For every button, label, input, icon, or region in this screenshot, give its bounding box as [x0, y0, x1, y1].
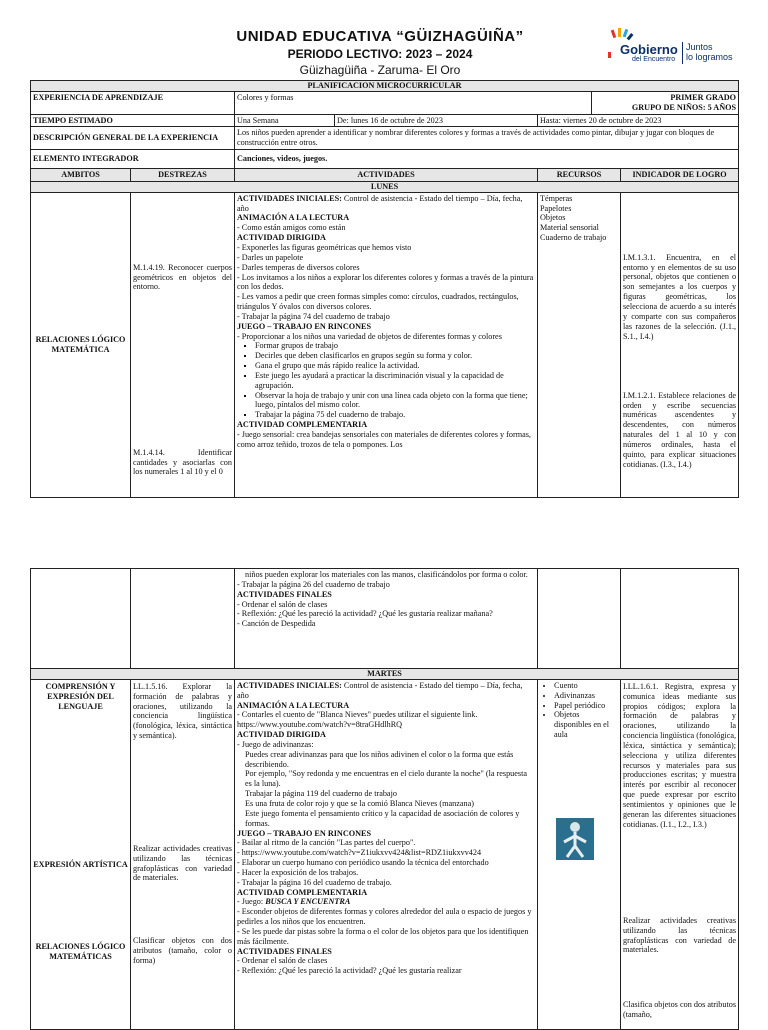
element-value: Canciones, videos, juegos. [235, 150, 739, 169]
lunes-actividades [235, 192, 538, 497]
list-item: - Proporcionar a los niños una variedad de objetos de diferentes formas y colores [237, 332, 535, 342]
martes-actividades [235, 679, 538, 1029]
lunes-juego-list [237, 341, 535, 420]
list-item: - Trabajar la página 74 del cuaderno de trabajo [237, 312, 535, 322]
lunes-dirigida-label: ACTIVIDAD DIRIGIDA [237, 233, 326, 243]
list-item: - Exponerles las figuras geométricas que hemos visto [237, 243, 535, 253]
document-page-2 [0, 568, 768, 1024]
martes-dirigida-list [237, 740, 535, 750]
list-item: ▪ Gana el grupo que más rápido realice la actividad. [255, 361, 535, 371]
cont-indicador [621, 569, 739, 669]
description-label: DESCRIPCIÓN GENERAL DE LA EXPERIENCIA [31, 127, 235, 150]
school-name: UNIDAD EDUCATIVA “GÜIZHAGÜIÑA” [236, 28, 524, 45]
planning-table-continued [30, 568, 739, 1030]
list-item: - Los invitamos a los niños a explorar los diferentes colores y formas a través de la pintura con los dedos. [237, 273, 535, 293]
martes-ambito-3: RELACIONES LÓGICO MATEMÁTICAS [35, 941, 126, 961]
martes-indicador-2: Realizar actividades creativas utilizando las técnicas grafoplásticas con variedad de materiales. [623, 915, 737, 955]
list-item: - https://www.youtube.com/watch?v=Z1iukxvv424&list=RDZ1iukxvv424 [237, 848, 535, 858]
martes-ambito-2: EXPRESIÓN ARTÍSTICA [33, 859, 128, 869]
martes-destrezas [131, 679, 235, 1029]
list-item: - Trabajar la página 16 del cuaderno de trabajo. [237, 878, 535, 888]
list-item: - Hacer la exposición de los trabajos. [237, 868, 535, 878]
cont-destreza [131, 569, 235, 669]
list-item: - Ordenar el salón de clases [237, 956, 535, 966]
recurso-item: Objetos [540, 213, 566, 223]
list-item: - Como están amigos como están [237, 223, 535, 233]
lunes-destreza-2: M.1.4.14. Identificar cantidades y asociarlas con los numerales 1 al 10 y el 0 [133, 447, 232, 477]
day-martes: MARTES [31, 669, 739, 680]
text-line: Este juego fomenta el pensamiento crítico y la capacidad de asociación de colores y formas. [245, 808, 520, 828]
martes-anim-label: ANIMACIÓN A LA LECTURA [237, 700, 350, 710]
list-item: - Juego de adivinanzas: [237, 740, 535, 750]
list-item: - Bailar al ritmo de la canción "Las partes del cuerpo". [237, 838, 535, 848]
table-title: PLANIFICACION MICROCURRICULAR [31, 81, 739, 92]
list-item: - Canción de Despedida [237, 619, 535, 629]
time-label: TIEMPO ESTIMADO [31, 114, 235, 127]
recurso-item: Témperas [540, 193, 573, 203]
lunes-indicador-1: I.M.1.3.1. Encuentra, en el entorno y en elementos de su uso personal, objetos que contienen o son semejantes a los cuerpos y figuras geométricas, los selecciona de acuerdo a su interés y comparte con sus compañeros las razones de la selección. (J.1., S.1., I.4.) [623, 252, 737, 341]
martes-ini-text: Control de asistencia - Estado del tiempo – Día, fecha, año [237, 680, 523, 700]
cont-ambito [31, 569, 131, 669]
martes-indicador-3: Clasifica objetos con dos atributos (tamaño, [623, 999, 737, 1019]
logo-sub-text: del Encuentro [632, 56, 676, 63]
martes-comp-list [237, 897, 535, 946]
planning-table [30, 80, 739, 498]
text-line: Puedes crear adivinanzas para que los niños adivinen el color o la forma que estás describiendo. [245, 749, 514, 769]
col-actividades: ACTIVIDADES [235, 169, 538, 182]
col-destrezas: DESTREZAS [131, 169, 235, 182]
martes-anim-list [237, 710, 535, 730]
lunes-comp-list [237, 430, 535, 450]
lunes-ambito: RELACIONES LÓGICO MATEMÁTICA [31, 192, 131, 497]
text-line: Trabajar la página 119 del cuaderno de trabajo [245, 789, 397, 799]
lunes-ini [237, 194, 535, 214]
school-location: Güizhagüiña - Zaruma- El Oro [299, 63, 461, 77]
martes-ambitos [31, 679, 131, 1029]
list-item: - Reflexión: ¿Qué les pareció la actividad? ¿Qué les gustaría realizar mañana? [237, 609, 535, 619]
recurso-item: • Papel periódico [554, 701, 618, 711]
logo-tag-2: lo logramos [686, 52, 733, 62]
list-item: ▪ Decirles que deben clasificarlos en grupos según su forma y color. [255, 351, 535, 361]
list-item: ▪ Formar grupos de trabajo [255, 341, 535, 351]
list-item: - Trabajar la página 26 del cuaderno de trabajo [237, 580, 535, 590]
recurso-item: Cuaderno de trabajo [540, 233, 607, 243]
lunes-juego-label: JUEGO – TRABAJO EN RINCONES [237, 321, 372, 331]
list-item: - Contarles el cuento de "Blanca Nieves" puedes utilizar el siguiente link. https://www.youtube.com/watch?v=8traGHdlhRQ [237, 710, 535, 730]
lunes-destrezas [131, 192, 235, 497]
martes-juego-label: JUEGO – TRABAJO EN RINCONES [237, 828, 372, 838]
martes-finales-list [237, 956, 535, 976]
lunes-ini-text: Control de asistencia - Estado del tiempo – Día, fecha, año [237, 193, 523, 213]
description-value: Los niños pueden aprender a identificar y nombrar diferentes colores y formas a través de actividades como pintar, dibujar y jugar con bloques de construcción entre otros. [235, 127, 739, 150]
list-item: - Se les puede dar pistas sobre la forma o el color de los objetos para que los identifiquen más fácilmente. [237, 927, 535, 947]
list-item: - Darles temperas de diversos colores [237, 263, 535, 273]
recurso-item: • Cuento [554, 681, 618, 691]
recurso-item: • Objetos disponibles en el aula [554, 710, 618, 740]
cont-actividades [235, 569, 538, 669]
lunes-destreza-1: M.1.4.19. Reconocer cuerpos geométricos en objetos del entorno. [133, 262, 232, 292]
cont-finales-list [237, 600, 535, 630]
martes-ini [237, 681, 535, 701]
list-item: - Elaborar un cuerpo humano con periódico usando la técnica del entorchado [237, 858, 535, 868]
lunes-anim-label: ANIMACIÓN A LA LECTURA [237, 213, 350, 223]
martes-ini-label: ACTIVIDADES INICIALES: [237, 680, 342, 690]
martes-recursos-list [540, 681, 618, 740]
recurso-item: • Adivinanzas [554, 691, 618, 701]
martes-destreza-2: Realizar actividades creativas utilizando las técnicas grafoplásticas con variedad de materiales. [133, 843, 232, 883]
recurso-item: Papelotes [540, 203, 572, 213]
grade-value: PRIMER GRADO [670, 92, 737, 102]
school-period: PERIODO LECTIVO: 2023 – 2024 [287, 47, 473, 61]
lunes-comp-label: ACTIVIDAD COMPLEMENTARIA [237, 420, 368, 430]
martes-recursos [538, 679, 621, 1029]
cont-comp-list [237, 580, 535, 590]
list-item: - Esconder objetos de diferentes formas y colores alrededor del aula o espacio de juegos y pedirles a los niños que los encuentren. [237, 907, 535, 927]
date-to: Hasta: viernes 20 de octubre de 2023 [538, 114, 739, 127]
cont-recursos [538, 569, 621, 669]
martes-comp-label: ACTIVIDAD COMPLEMENTARIA [237, 887, 368, 897]
martes-destreza-3: Clasificar objetos con dos atributos (tamaño, color o forma) [133, 935, 232, 965]
list-item: - Juego sensorial: crea bandejas sensoriales con materiales de diferentes colores y formas, como arroz teñido, trozos de tela o pompones. Los [237, 430, 535, 450]
recurso-item: Material sensorial [540, 223, 599, 233]
list-item: ▪ Observar la hoja de trabajo y unir con una línea cada objeto con la forma que tiene; luego, píntalos del mismo color. [255, 391, 535, 411]
logo-tag-1: Juntos [686, 42, 713, 52]
martes-dirigida-label: ACTIVIDAD DIRIGIDA [237, 730, 326, 740]
martes-finales-label: ACTIVIDADES FINALES [237, 946, 332, 956]
lunes-indicadores [621, 192, 739, 497]
grade-cell [592, 91, 739, 114]
day-lunes: LUNES [31, 181, 739, 192]
list-item: - Ordenar el salón de clases [237, 600, 535, 610]
logo-main-text: Gobierno [620, 42, 678, 57]
list-item: ▪ Este juego les ayudará a practicar la discriminación visual y la capacidad de agrupación. [255, 371, 535, 391]
comp-game-title: BUSCA Y ENCUENTRA [265, 897, 351, 907]
text-line: Es una fruta de color rojo y que se la comió Blanca Nieves (manzana) [245, 798, 474, 808]
group-value: GRUPO DE NIÑOS: 5 AÑOS [631, 102, 737, 112]
martes-ambito-1: COMPRENSIÓN Y EXPRESIÓN DEL LENGUAJE [45, 681, 116, 711]
martes-indicador-1: I.LL.1.6.1. Registra, expresa y comunica ideas mediante sus propios códigos; explora la formación de palabras y oraciones, utilizando la conciencia lingüística (fonológica, léxica, sintáctica y semántica); selecciona y utiliza diferentes recursos y materiales para sus producciones escritas; y muestra interés por escribir al reconocer que puede expresar por escrito sentimientos y opiniones que le generan las diferentes situaciones cotidianas. (I.1., I.2., I.3.) [623, 681, 737, 829]
text-line: Por ejemplo, "Soy redonda y me encuentras en el cielo durante la noche" (la respuesta es la luna). [245, 769, 528, 789]
time-value: Una Semana [235, 114, 335, 127]
martes-indicadores [621, 679, 739, 1029]
element-label: ELEMENTO INTEGRADOR [31, 150, 235, 169]
martes-juego-list [237, 838, 535, 887]
gobierno-logo [606, 26, 756, 74]
experience-label: EXPERIENCIA DE APRENDIZAJE [31, 91, 235, 114]
lunes-ini-label: ACTIVIDADES INICIALES: [237, 193, 342, 203]
col-indicador: INDICADOR DE LOGRO [621, 169, 739, 182]
experience-value: Colores y formas [235, 91, 592, 114]
date-from: De: lunes 16 de octubre de 2023 [335, 114, 538, 127]
lunes-anim-list [237, 223, 535, 233]
cont-comp-text: niños pueden explorar los materiales con las manos, clasificándolos por forma o color. [245, 570, 528, 579]
list-item [237, 897, 535, 907]
page-gap [0, 520, 768, 568]
lunes-juego-intro [237, 332, 535, 342]
logo-divider [682, 42, 683, 64]
list-item: - Reflexión: ¿Qué les pareció la actividad? ¿Qué les gustaría realizar [237, 966, 535, 976]
list-item: - Darles un papelote [237, 253, 535, 263]
col-ambitos: AMBITOS [31, 169, 131, 182]
cont-finales-label: ACTIVIDADES FINALES [237, 589, 332, 599]
list-item: ▪ Trabajar la página 75 del cuaderno de trabajo. [255, 410, 535, 420]
lunes-recursos [538, 192, 621, 497]
body-figure-icon [556, 818, 594, 860]
list-item: - Les vamos a pedir que creen formas simples como: círculos, cuadrados, rectángulos, triángulos Y óvalos con diversos colores. [237, 292, 535, 312]
comp-game-prefix: Juego: [241, 897, 266, 907]
logo-tagline [686, 42, 733, 62]
lunes-indicador-2: I.M.1.2.1. Establece relaciones de orden y escribe secuencias numéricas ascendentes y descendentes, con números naturales del 1 al 10 y con números ordinales, hasta el quinto, para explicar situaciones cotidianas. (I.3., I.4.) [623, 390, 737, 469]
martes-dirigida-lines [237, 750, 535, 829]
col-recursos: RECURSOS [538, 169, 621, 182]
martes-destreza-1: LL.1.5.16. Explorar la formación de palabras y oraciones, utilizando la conciencia lingüística (fonológica, léxica, sintáctica y semántica). [133, 681, 232, 741]
lunes-dirigida-list [237, 243, 535, 322]
